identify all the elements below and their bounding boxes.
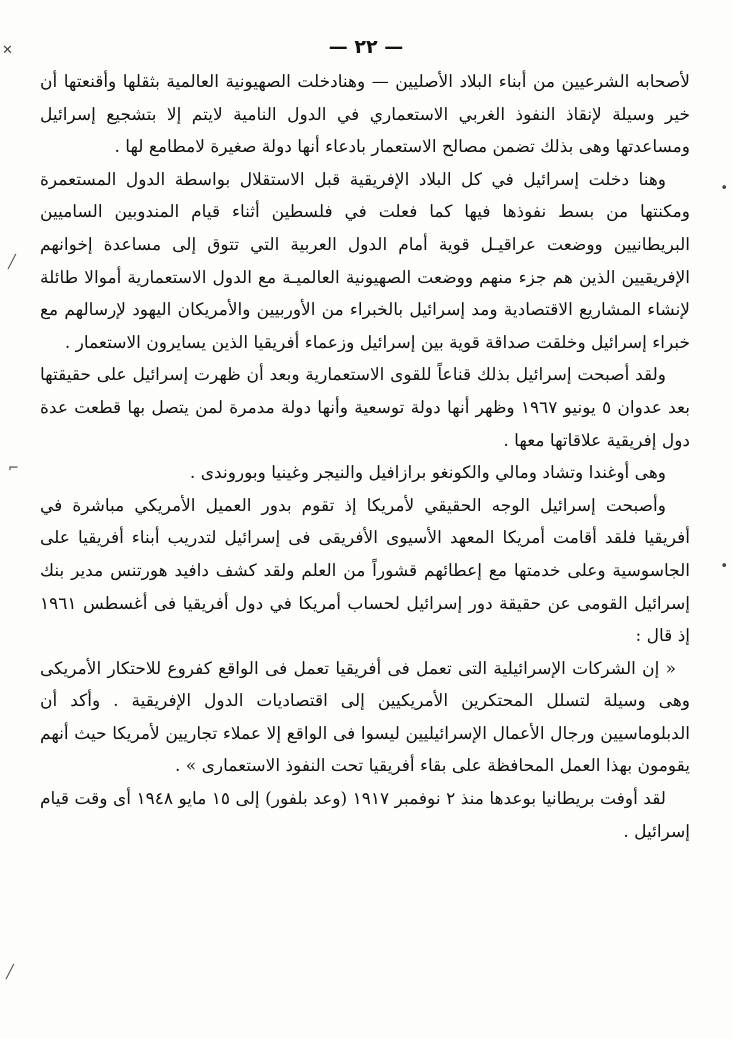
- page-number: — ٢٢ —: [328, 36, 404, 58]
- scan-edge-mark: ⌐: [8, 461, 19, 476]
- scan-edge-mark: •: [720, 559, 728, 574]
- paragraph-israel-africa: وهنا دخلت إسرائيل في كل البلاد الإفريقية قبل الاستقلال بواسطة الدول المستعمرة ومكنتها من بسط نفوذها فيها كما فعلت في فلسطين أثناء قيام المندوبين الساميين البريطانيين ووضعت عراقيـل قوية أمام الدول العربية التي تتوق إلى مساعدة إخوانهم الإفريقيين الذين هم جزء منهم ووضعت الصهيونية العالميـة مع الدول الاستعمارية أموالا طائلة لإنشاء المشاريع الاقتصادية ومد إسرائيل بالخبراء من الأوربيين والأمريكان اليهود لإرسالهم مع خبراء إسرائيل وخلقت صداقة قوية بين إسرائيل وزعماء أفريقيا الذين يسايرون الاستعمار .: [40, 169, 690, 353]
- paragraph-balfour: لقد أوفت بريطانيا بوعدها منذ ٢ نوفمبر ١٩١٧ (وعد بلفور) إلى ١٥ مايو ١٩٤٨ أى وقت قيام إسرائيل .: [40, 789, 690, 842]
- scan-edge-mark: ╱: [8, 255, 16, 270]
- scan-edge-mark: •: [720, 181, 728, 196]
- scan-edge-mark: ╱: [6, 965, 14, 980]
- body-text: [40, 66, 690, 848]
- scan-edge-mark: ✕: [2, 43, 13, 58]
- paragraph-american-agent: وأصبحت إسرائيل الوجه الحقيقي لأمريكا إذ تقوم بدور العميل الأمريكي مباشرة في أفريقيا فلقد أقامت أمريكا المعهد الأسيوى الأفريقى فى إسرائيل لتدريب أبناء أفريقيا على الجاسوسية وعلى خدمتها مع إعطائهم قشوراً من العلم ولقد كشف دافيد هورتنس مدير بنك إسرائيل القومى عن حقيقة دور إسرائيل لحساب أمريكا في دول أفريقيا فى أغسطس ١٩٦١ إذ قال :: [40, 495, 690, 647]
- paragraph-continuation: لأصحابه الشرعيين من أبناء البلاد الأصليين — وهنادخلت الصهيونية العالمية بثقلها وأقنعتها أن خير وسيلة لإنقاذ النفوذ الغربي الاستعماري في الدول النامية لايتم إلا بتشجيع إسرائيل ومساعدتها وهى بذلك تضمن مصالح الاستعمار بادعاء أنها دولة صغيرة لامطامع لها .: [40, 72, 690, 158]
- paragraph-countries-list: وهى أوغندا وتشاد ومالي والكونغو برازافيل والنيجر وغينيا وبوروندى .: [189, 463, 666, 484]
- paragraph-colonial-mask: ولقد أصبحت إسرائيل بذلك قناعاً للقوى الاستعمارية وبعد أن ظهرت إسرائيل على حقيقتها بعد عدوان ٥ يونيو ١٩٦٧ وظهر أنها دولة توسعية وأنها دولة مدمرة لمن يتصل بها قطعت عدة دول إفريقية علاقاتها معها .: [40, 365, 690, 451]
- quotation-paragraph: « إن الشركات الإسرائيلية التى تعمل فى أفريقيا تعمل فى الواقع كفروع للاحتكار الأمريكى وهى وسيلة لتسلل المحتكرين الأمريكيين إلى اقتصاديات الدول الإفريقية . وأكد أن الدبلوماسيين ورجال الأعمال الإسرائيليين ليسوا فى الواقع إلا عملاء تجاريين لأمريكا حيث أنهم يقومون بهذا العمل المحافظة على بقاء أفريقيا تحت النفوذ الاستعمارى » .: [40, 658, 690, 777]
